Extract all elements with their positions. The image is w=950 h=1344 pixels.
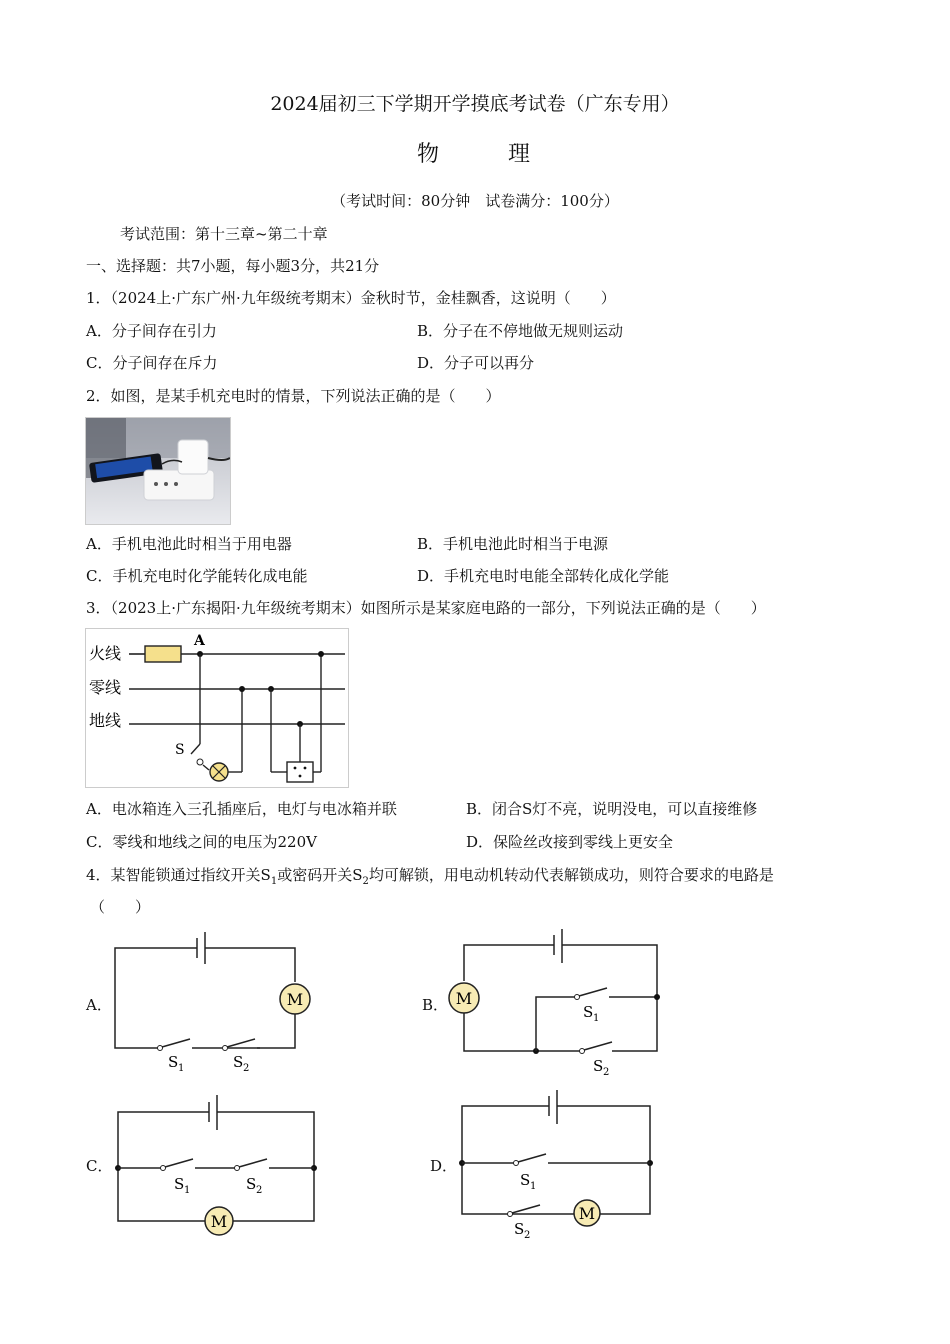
svg-text:2: 2 bbox=[603, 1067, 610, 1078]
q4-circuit-a bbox=[100, 928, 320, 1078]
svg-text:S: S bbox=[583, 1003, 594, 1021]
q3-option-b: B．闭合S灯不亮，说明没电，可以直接维修 bbox=[466, 800, 758, 818]
switch-s1-label: S bbox=[168, 1053, 179, 1071]
exam-title: 2024届初三下学期开学摸底考试卷（广东专用） bbox=[270, 93, 680, 115]
svg-text:M: M bbox=[578, 1204, 596, 1223]
subject-char-1: 物 bbox=[417, 142, 442, 167]
switch-s2-label: S bbox=[233, 1053, 244, 1071]
subject-char-2: 理 bbox=[508, 142, 533, 167]
svg-text:2: 2 bbox=[524, 1230, 531, 1241]
q4-stem: 4．某智能锁通过指纹开关$S_1$或密码开关$S_2$均可解锁，用电动机转动代表解锁成功，则符合要求的电路是 bbox=[86, 866, 774, 887]
q1-option-c: C．分子间存在斥力 bbox=[86, 354, 218, 372]
switch-s-label: S bbox=[175, 742, 185, 758]
svg-text:S: S bbox=[174, 1175, 185, 1193]
q1-option-a: A．分子间存在引力 bbox=[86, 322, 217, 340]
neutral-wire-label: 零线 bbox=[89, 678, 122, 697]
point-a-label: A bbox=[194, 633, 205, 649]
ground-wire-label: 地线 bbox=[89, 711, 122, 730]
q4-option-b-label: B． bbox=[422, 996, 449, 1014]
q4-circuit-d bbox=[448, 1086, 668, 1246]
q1-option-d: D．分子可以再分 bbox=[417, 354, 535, 372]
q3-option-a: A．电冰箱连入三孔插座后，电灯与电冰箱并联 bbox=[86, 800, 397, 818]
svg-text:S: S bbox=[593, 1057, 604, 1075]
q4-option-d-label: D． bbox=[430, 1157, 458, 1175]
q4-stem-paren: （ ） bbox=[90, 898, 151, 916]
q4-circuit-c bbox=[108, 1090, 328, 1240]
svg-text:S: S bbox=[246, 1175, 257, 1193]
q3-option-c: C．零线和地线之间的电压为220V bbox=[86, 833, 317, 851]
svg-text:1: 1 bbox=[184, 1185, 191, 1196]
q4-option-a-label: A． bbox=[86, 996, 112, 1014]
svg-text:2: 2 bbox=[243, 1063, 250, 1074]
phone-charging-photo bbox=[85, 417, 231, 525]
q3-option-d: D．保险丝改接到零线上更安全 bbox=[466, 833, 674, 851]
exam-info: （考试时间：80分钟 试卷满分：100分） bbox=[331, 192, 619, 210]
q4-option-c-label: C． bbox=[86, 1157, 113, 1175]
q2-option-d: D．手机充电时电能全部转化成化学能 bbox=[417, 567, 670, 585]
q2-option-a: A．手机电池此时相当于用电器 bbox=[86, 535, 292, 553]
svg-text:1: 1 bbox=[593, 1013, 600, 1024]
svg-text:1: 1 bbox=[178, 1063, 185, 1074]
svg-text:S: S bbox=[514, 1220, 525, 1238]
svg-text:M: M bbox=[210, 1212, 228, 1231]
q3-stem: 3．（2023上·广东揭阳·九年级统考期末）如图所示是某家庭电路的一部分，下列说法正确的是（ ） bbox=[86, 599, 766, 617]
q4-circuit-b bbox=[440, 925, 670, 1080]
household-circuit-figure bbox=[85, 628, 349, 788]
live-wire-label: 火线 bbox=[89, 644, 122, 663]
q2-stem: 2．如图，是某手机充电时的情景，下列说法正确的是（ ） bbox=[86, 387, 501, 405]
svg-text:M: M bbox=[455, 989, 473, 1008]
svg-text:2: 2 bbox=[256, 1185, 263, 1196]
q1-stem: 1．（2024上·广东广州·九年级统考期末）金秋时节，金桂飘香，这说明（ ） bbox=[86, 289, 616, 307]
section-heading: 一、选择题：共7小题，每小题3分，共21分 bbox=[86, 257, 380, 275]
motor-symbol: M bbox=[286, 990, 304, 1009]
exam-scope: 考试范围：第十三章~第二十章 bbox=[120, 225, 328, 243]
q1-option-b: B．分子在不停地做无规则运动 bbox=[417, 322, 624, 340]
svg-text:S: S bbox=[520, 1171, 531, 1189]
q2-option-c: C．手机充电时化学能转化成电能 bbox=[86, 567, 308, 585]
svg-text:1: 1 bbox=[530, 1181, 537, 1192]
q2-option-b: B．手机电池此时相当于电源 bbox=[417, 535, 609, 553]
